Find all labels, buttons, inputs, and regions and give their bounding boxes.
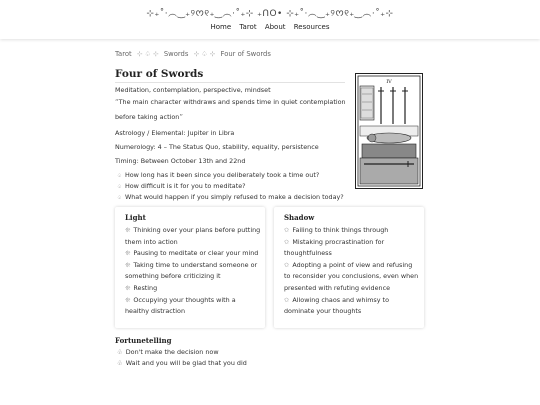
page-title: Four of Swords <box>115 68 204 80</box>
fortune-item: ♧ Don't make the decision now <box>117 348 219 356</box>
bullet-icon: ♤ <box>117 173 122 179</box>
fortunetelling-heading: Fortunetelling <box>115 336 172 345</box>
light-list <box>125 225 261 318</box>
star-icon: ✩ <box>284 260 290 269</box>
list-item: ✩ Failing to think things through <box>284 226 389 234</box>
four-of-swords-illustration <box>356 74 422 188</box>
list-item: ✩ Adopting a point of view and refusing to reconsider you conclusions, even when presented with refuting evidence <box>284 260 419 292</box>
sparkle-icon: ❊ <box>125 283 131 292</box>
shadow-panel <box>274 207 424 328</box>
main-nav <box>0 23 540 31</box>
bullet-icon: ♤ <box>117 184 122 190</box>
nav-home-link[interactable]: Home <box>210 23 232 31</box>
sparkle-icon: ❊ <box>125 226 131 234</box>
site-title: ⊹₊˚‧︵‿₊୨ᰔ୧₊‿︵‧˚₊⊹ ₊ᑎO• ⊹₊˚‧︵‿₊୨ᰔ୧₊‿︵‧˚₊⊹ <box>146 9 394 19</box>
light-heading: Light <box>125 213 146 222</box>
reflection-question: ♤ What would happen if you simply refused to make a decision today? <box>117 193 344 201</box>
light-panel <box>115 207 265 328</box>
list-item: ❊ Occupying your thoughts with a healthy distraction <box>125 295 236 316</box>
star-icon: ✩ <box>284 237 290 246</box>
title-divider <box>115 82 345 83</box>
bullet-icon: ♤ <box>117 195 122 201</box>
reflection-question: ♤ How difficult is it for you to meditate? <box>117 182 246 190</box>
svg-text:IV: IV <box>386 79 392 85</box>
breadcrumb <box>115 50 271 58</box>
breadcrumb-separator: ⊹ ♤ ⊹ <box>136 50 159 58</box>
club-icon: ♧ <box>117 359 123 367</box>
list-item: ✩ Mistaking procrastination for thoughtfulness <box>284 237 385 258</box>
list-item: ❊ Pausing to meditate or clear your mind <box>125 249 259 258</box>
list-item: ✩ Allowing chaos and whimsy to dominate your thoughts <box>284 295 389 316</box>
quote-text: The main character withdraws and spends time in quiet contemplation before taking action <box>115 98 346 121</box>
breadcrumb-current: Four of Swords <box>220 50 271 58</box>
card-keywords: Meditation, contemplation, perspective, mindset <box>115 86 271 94</box>
breadcrumb-swords-link[interactable]: Swords <box>163 50 189 58</box>
card-numerology: Numerology: 4 – The Status Quo, stability, equality, persistence <box>115 143 319 151</box>
card-timing: Timing: Between October 13th and 22nd <box>115 157 246 165</box>
fortune-item: ♧ Wait and you will be glad that you did <box>117 359 247 367</box>
list-item: ❊ Thinking over your plans before putting them into action <box>125 226 261 246</box>
nav-tarot-link[interactable]: Tarot <box>239 23 257 31</box>
reflection-question: ♤ How long has it been since you deliberately took a time out? <box>117 171 320 179</box>
card-quote <box>115 95 350 125</box>
sparkle-icon: ❊ <box>125 295 131 304</box>
star-icon: ✩ <box>284 295 290 304</box>
nav-resources-link[interactable]: Resources <box>293 23 330 31</box>
card-astrology: Astrology / Elemental: Jupiter in Libra <box>115 129 235 137</box>
sparkle-icon: ❊ <box>125 260 131 269</box>
list-item: ❊ Resting <box>125 283 158 292</box>
shadow-list <box>284 225 420 318</box>
tarot-card-image <box>355 73 423 189</box>
star-icon: ✩ <box>284 226 290 234</box>
site-header <box>0 0 540 39</box>
sparkle-icon: ❊ <box>125 249 131 258</box>
quote-close-icon: ” <box>179 113 183 121</box>
breadcrumb-tarot-link[interactable]: Tarot <box>115 50 132 58</box>
breadcrumb-separator: ⊹ ♤ ⊹ <box>193 50 216 58</box>
nav-about-link[interactable]: About <box>264 23 286 31</box>
quote-open-icon: “ <box>115 98 119 106</box>
list-item: ❊ Taking time to understand someone or something before criticizing it <box>125 260 258 281</box>
shadow-heading: Shadow <box>284 213 315 222</box>
club-icon: ♧ <box>117 348 123 356</box>
